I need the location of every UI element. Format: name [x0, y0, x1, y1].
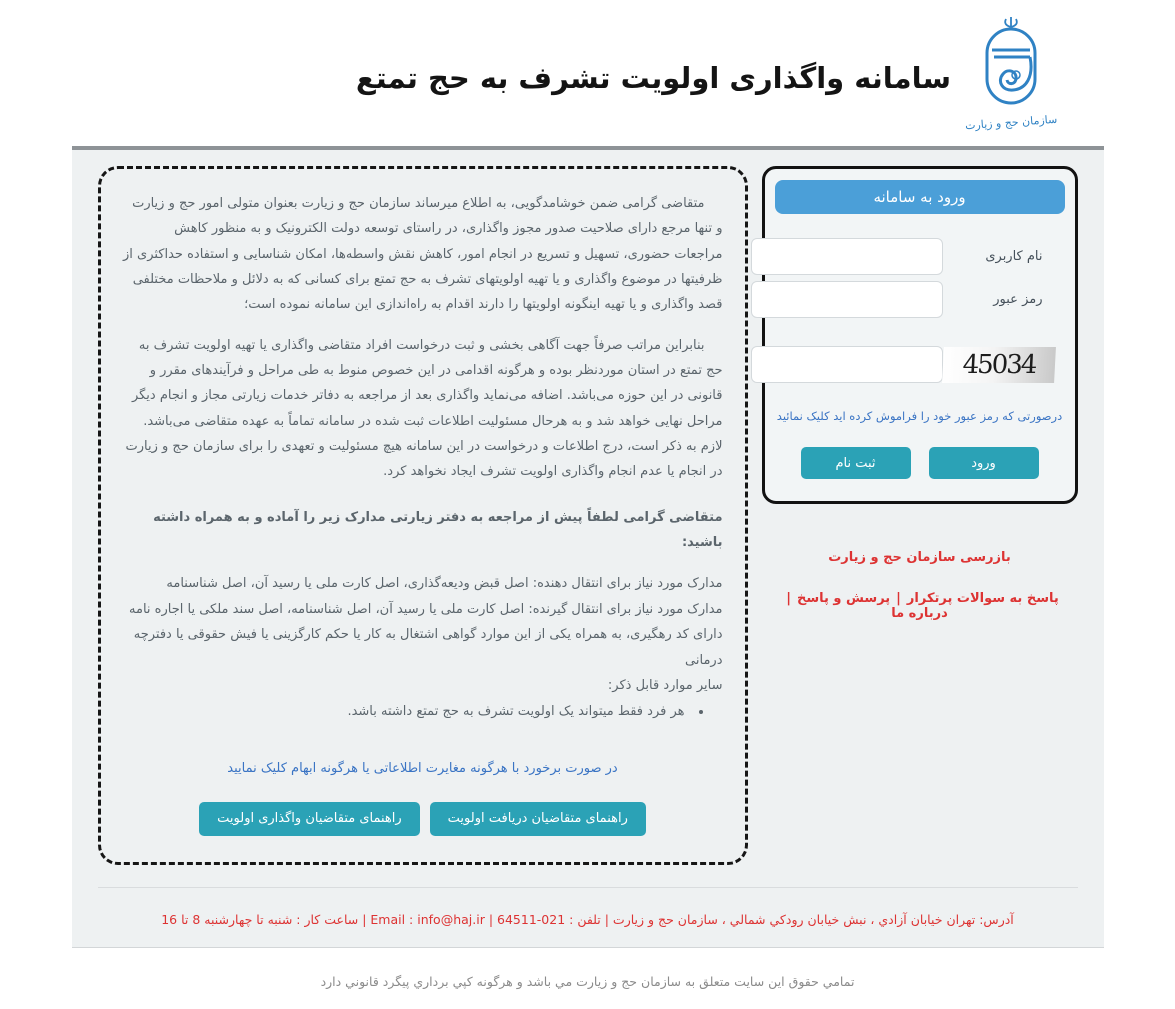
username-input[interactable]	[751, 238, 943, 275]
login-panel	[762, 166, 1078, 504]
haj-organization-logo-icon	[979, 14, 1043, 114]
password-input[interactable]	[751, 281, 943, 318]
intro-paragraph-1: متقاضی گرامی ضمن خوشامدگویی، به اطلاع میرساند سازمان حج و زیارت بعنوان متولی امور حج و زیارت و تنها مرجع دارای صلاحیت صدور مجوز واگذاری، در راستای توسعه دولت الکترونیک و به منظور کاهش مراجعات حضوری، تسهیل و تسریع در انجام امور، کاهش نقش واسطه‌ها، امکان شناسایی و استفاده حداکثری از ظرفیتها در موضوع واگذاری و یا تهیه اولویتهای تشرف به حج تمتع برای کسانی که به دلائل و ملاحظات مختلفی قصد واگذاری و یا تهیه اینگونه اولویتها را دارند اقدام به راه‌اندازی این سامانه نموده است؛	[123, 196, 723, 313]
forgot-password-link[interactable]: درصورتی که رمز عبور خود را فراموش کرده اید کلیک نمائید	[776, 409, 1063, 423]
login-button[interactable]: ورود	[929, 447, 1039, 479]
copyright-notice: تمامي حقوق این سایت متعلق به سازمان حج و زیارت مي باشد و هرگونه کپي برداري پیگرد قانوني دارد	[320, 973, 855, 989]
faq-link[interactable]: پاسخ به سوالات پرتکرار	[906, 591, 1059, 606]
documents-receiver-line: مدارک مورد نیاز برای انتقال گیرنده: اصل کارت ملی یا رسید آن، اصل شناسنامه، اصل سند ملکی یا اجاره نامه دارای کد رهگیری، به همراه یکی از این موارد گواهی اشتغال به کار یا حکم کارگزینی یا فیش حقوقی یا دفترچه درمانی	[129, 601, 723, 668]
main-container	[72, 146, 1104, 948]
notes-list	[123, 700, 703, 725]
contact-info: آدرس: تهران خیابان آزادي ، نبش خیابان رودکي شمالي ، سازمان حج و زیارت | تلفن : 021-64511 | Email : info@haj.ir | ساعت کار : شنبه تا چهارشنبه 8 تا 16	[161, 911, 1014, 927]
page-title: سامانه واگذاری اولویت تشرف به حج تمتع	[355, 61, 951, 95]
link-separator: |	[786, 591, 791, 606]
inspection-link[interactable]: بازرسی سازمان حج و زیارت	[828, 550, 1011, 565]
qa-link[interactable]: پرسش و پاسخ	[796, 591, 891, 606]
info-panel	[98, 166, 748, 865]
note-item: • هر فرد فقط میتواند یک اولویت تشرف به حج تمتع داشته باشد.	[123, 700, 703, 725]
org-logo	[955, 14, 1067, 132]
login-panel-title: ورود به سامانه	[775, 180, 1065, 214]
documents-heading: متقاضی گرامی لطفاً پیش از مراجعه به دفتر زیارتی مدارک زیر را آماده و به همراه داشته باشید:	[153, 509, 723, 551]
username-label: نام کاربری	[985, 249, 1043, 264]
guide-transfer-priority-button[interactable]: راهنمای متقاضیان واگذاری اولویت	[199, 802, 420, 836]
captcha-image: 45034	[942, 347, 1056, 383]
page-header	[0, 0, 1175, 142]
intro-paragraph-2: بنابراین مراتب صرفاً جهت آگاهی بخشی و ثبت درخواست افراد متقاضی واگذاری یا تهیه اولویت تشرف به حج تمتع در استان موردنظر بوده و هرگونه اقدامی در این خصوص منوط به طی مراحل و فرآیندهای مقرر و قانونی در این حوزه می‌باشد. اضافه می‌نماید واگذاری بعد از مراجعه به دفاتر خدمات زیارتی مجاز و انجام دیگر مراحل نهایی خواهد شد و به هرحال مسئولیت اطلاعات ثبت شده در سامانه تماماً به عهده متقاضی می‌باشد. لازم به ذکر است، درج اطلاعات و درخواست در این سامانه هیچ مسئولیت و تعهدی را برای سازمان حج و زیارت در انجام یا عدم انجام واگذاری اولویت تشرف ایجاد نخواهد کرد.	[125, 337, 723, 480]
link-separator: |	[896, 591, 901, 606]
logo-caption: سازمان حج و زیارت	[964, 112, 1058, 132]
contact-footer	[98, 887, 1078, 947]
about-link[interactable]: درباره ما	[891, 606, 948, 621]
register-button[interactable]: ثبت نام	[801, 447, 911, 479]
guide-receive-priority-button[interactable]: راهنمای متقاضیان دریافت اولویت	[430, 802, 646, 836]
secondary-links-row	[762, 591, 1078, 621]
captcha-input[interactable]	[751, 346, 943, 383]
other-items-label: سایر موارد قابل ذکر:	[607, 677, 723, 693]
login-column	[762, 166, 1078, 621]
password-label: رمز عبور	[993, 292, 1043, 307]
documents-sender-line: مدارک مورد نیاز برای انتقال دهنده: اصل قبض ودیعه‌گذاری، اصل کارت ملی یا رسید آن، اصل شناسنامه	[166, 576, 723, 592]
report-mismatch-link[interactable]: در صورت برخورد با هرگونه مغایرت اطلاعاتی یا هرگونه ابهام کلیک نمایید	[227, 760, 618, 776]
